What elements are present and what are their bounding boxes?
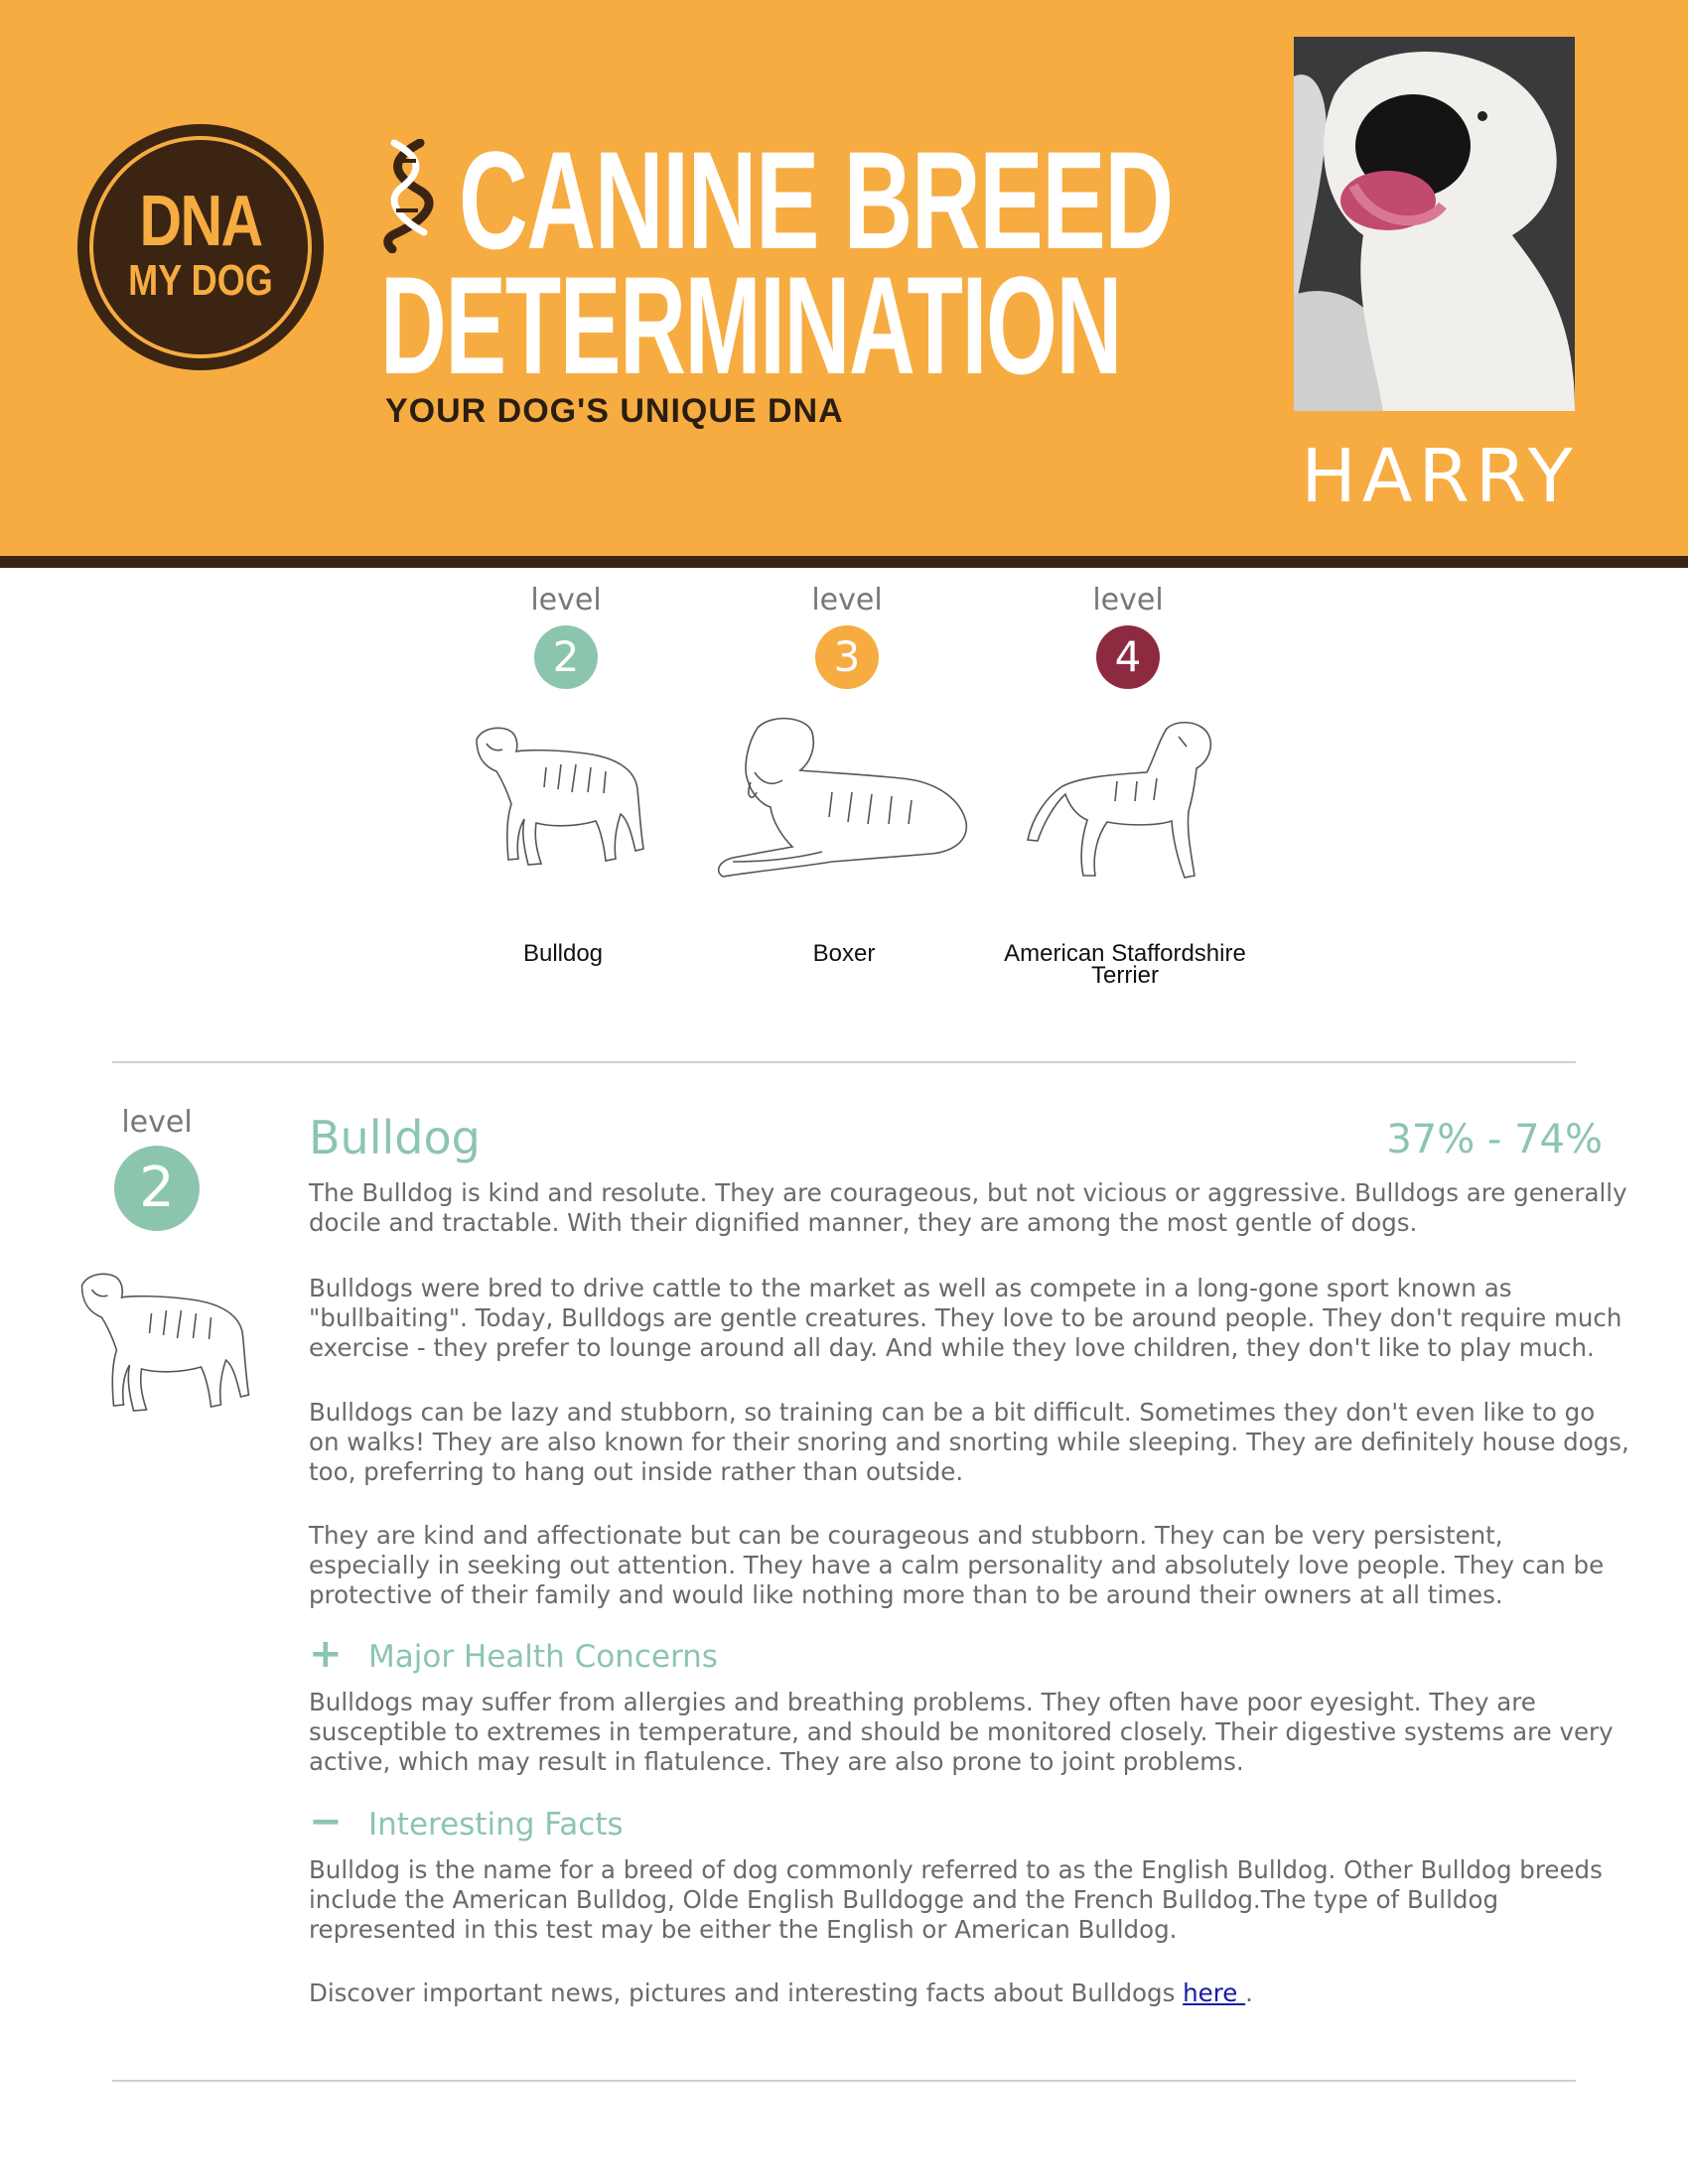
description-paragraph: The Bulldog is kind and resolute. They are courageous, but not vicious or aggressive. Bulldogs are generally docile and tractable. With their dignified manner, they are among the most gentle of dogs. (309, 1178, 1627, 1237)
logo-text-mydog: MY DOG (128, 256, 273, 305)
health-concerns-heading: Major Health Concerns (368, 1639, 718, 1675)
plus-icon: + (309, 1631, 343, 1677)
description-paragraph: Bulldogs were bred to drive cattle to the market as well as compete in a long-gone sport known as "bullbaiting". Today, Bulldogs are gentle creatures. They love to be around people. They don't require much exercise - they prefer to lounge around all day. And while they love children, they don't like to play much. (309, 1274, 1622, 1362)
interesting-facts-toggle[interactable] (309, 1799, 624, 1844)
breed-label-staffordshire (966, 940, 1284, 989)
dog-name: HARRY (1301, 434, 1579, 519)
staffordshire-sketch-icon (1018, 717, 1231, 886)
logo-text-dna: DNA (139, 182, 262, 261)
discover-line (309, 1979, 1629, 2008)
breed-label-boxer: Boxer (812, 940, 876, 967)
description-paragraph: Bulldogs can be lazy and stubborn, so training can be a bit difficult. Sometimes they don't even like to go on walks! They are also known for their snoring and snorting while sleeping. They are definitely house dogs, too, preferring to hang out inside rather than outside. (309, 1398, 1629, 1486)
title-line-2: DETERMINATION (380, 247, 1121, 403)
boxer-sketch-icon (713, 713, 973, 887)
level-number-badge: 2 (534, 625, 598, 689)
level-number-badge: 3 (815, 625, 879, 689)
header-bottom-bar (0, 556, 1688, 568)
minus-icon: − (309, 1799, 343, 1844)
breed-label-line1: American Staffordshire (1004, 940, 1246, 967)
health-concerns-toggle[interactable] (309, 1631, 718, 1677)
dog-photo (1294, 37, 1575, 411)
title-line-1: CANINE BREED (459, 122, 1173, 278)
dna-my-dog-logo (77, 124, 324, 370)
health-concerns-text: Bulldogs may suffer from allergies and breathing problems. They often have poor eyesight. They are susceptible to extremes in temperature, and should be monitored closely. Their digestive systems are very active, which may result in flatulence. They are also prone to joint problems. (309, 1688, 1614, 1776)
divider-top (112, 1061, 1576, 1063)
breed-info-link[interactable]: here (1183, 1979, 1246, 2007)
dog-photo-illustration (1294, 37, 1575, 411)
detail-level (107, 1100, 207, 1231)
tagline: YOUR DOG'S UNIQUE DNA (385, 392, 844, 430)
level-word: level (121, 1105, 193, 1140)
level-summary-1 (457, 576, 675, 689)
breed-heading: Bulldog (309, 1111, 481, 1164)
interesting-facts-heading: Interesting Facts (368, 1807, 624, 1843)
discover-end: . (1245, 1979, 1253, 2007)
level-number-badge: 2 (114, 1146, 200, 1231)
level-number-badge: 4 (1096, 625, 1160, 689)
report-header (0, 0, 1688, 556)
level-summary-2 (738, 576, 956, 689)
discover-text: Discover important news, pictures and interesting facts about Bulldogs (309, 1979, 1184, 2007)
breed-label-line2: Terrier (1090, 962, 1159, 989)
level-word: level (1092, 583, 1164, 617)
level-summary-3 (1019, 576, 1237, 689)
level-word: level (811, 583, 883, 617)
divider-bottom (112, 2080, 1576, 2082)
breed-percentage-range: 37% - 74% (1386, 1117, 1603, 1162)
bulldog-sketch-icon (467, 720, 655, 879)
level-word: level (530, 583, 602, 617)
interesting-facts-text: Bulldog is the name for a breed of dog commonly referred to as the English Bulldog. Other Bulldog breeds include the American Bulldog, Olde English Bulldogge and the French Bulldog.The type of Bulldog represented in this test may be either the English or American Bulldog. (309, 1855, 1603, 1944)
breed-label-bulldog: Bulldog (522, 940, 604, 967)
dna-helix-icon (380, 139, 440, 253)
bulldog-side-sketch-icon (70, 1266, 263, 1425)
description-paragraph: They are kind and affectionate but can be courageous and stubborn. They can be very persistent, especially in seeking out attention. They have a calm personality and absolutely love people. They can be protective of their family and would like nothing more than to be around their owners at all times. (309, 1521, 1605, 1609)
